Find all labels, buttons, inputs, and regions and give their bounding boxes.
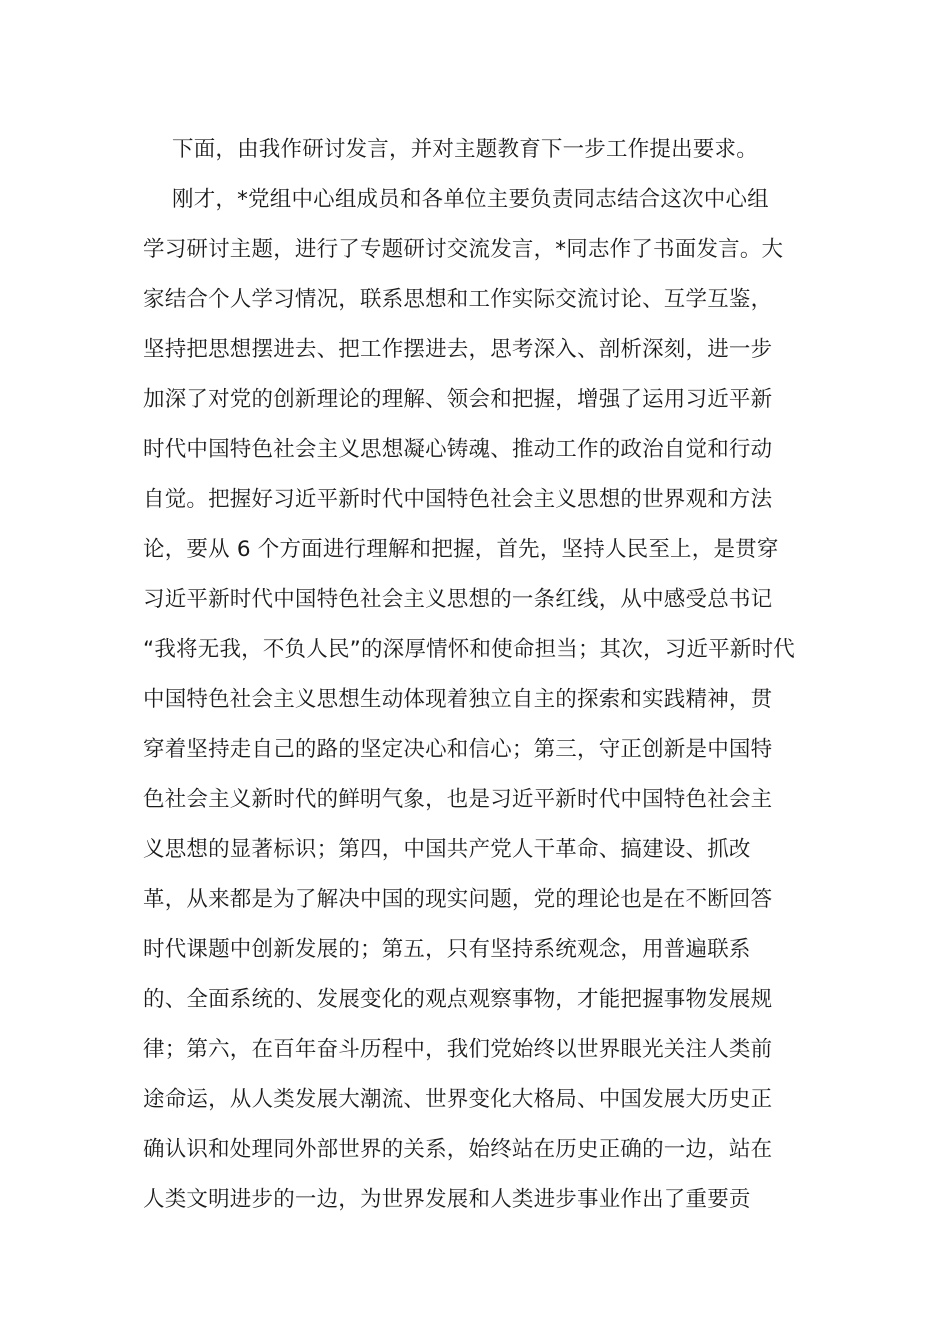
paragraph-line: 时代中国特色社会主义思想凝心铸魂、推动工作的政治自觉和行动 [143, 437, 773, 462]
paragraph-line: 中国特色社会主义思想生动体现着独立自主的探索和实践精神，贯 [143, 687, 773, 712]
paragraph-line: 穿着坚持走自己的路的坚定决心和信心；第三，守正创新是中国特 [143, 737, 773, 762]
paragraph-line: 学习研讨主题，进行了专题研讨交流发言，*同志作了书面发言。大 [143, 237, 784, 262]
paragraph-line: 律；第六，在百年奋斗历程中，我们党始终以世界眼光关注人类前 [143, 1037, 773, 1062]
paragraph-line: 革，从来都是为了解决中国的现实问题，党的理论也是在不断回答 [143, 887, 773, 912]
paragraph-line: 论，要从 6 个方面进行理解和把握，首先，坚持人民至上，是贯穿 [143, 537, 779, 562]
paragraph-line: 刚才，*党组中心组成员和各单位主要负责同志结合这次中心组 [172, 187, 769, 212]
paragraph-line: 坚持把思想摆进去、把工作摆进去，思考深入、剖析深刻，进一步 [143, 337, 773, 362]
paragraph-line: 义思想的显著标识；第四，中国共产党人干革命、搞建设、抓改 [143, 837, 751, 862]
paragraph-line: 人类文明进步的一边，为世界发展和人类进步事业作出了重要贡 [143, 1187, 751, 1212]
paragraph-line: 的、全面系统的、发展变化的观点观察事物，才能把握事物发展规 [143, 987, 773, 1012]
paragraph-line: 习近平新时代中国特色社会主义思想的一条红线，从中感受总书记 [143, 587, 773, 612]
paragraph-line: 时代课题中创新发展的；第五，只有坚持系统观念，用普遍联系 [143, 937, 751, 962]
paragraph-line: 途命运，从人类发展大潮流、世界变化大格局、中国发展大历史正 [143, 1087, 773, 1112]
paragraph-line: 确认识和处理同外部世界的关系，始终站在历史正确的一边，站在 [143, 1137, 773, 1162]
paragraph-line: 家结合个人学习情况，联系思想和工作实际交流讨论、互学互鉴， [143, 287, 773, 312]
paragraph-line: 自觉。把握好习近平新时代中国特色社会主义思想的世界观和方法 [143, 487, 773, 512]
paragraph-line: 下面，由我作研讨发言，并对主题教育下一步工作提出要求。 [172, 137, 758, 162]
paragraph-line: “我将无我，不负人民”的深厚情怀和使命担当；其次，习近平新时代 [143, 637, 795, 662]
paragraph-line: 色社会主义新时代的鲜明气象，也是习近平新时代中国特色社会主 [143, 787, 773, 812]
paragraph-line: 加深了对党的创新理论的理解、领会和把握，增强了运用习近平新 [143, 387, 773, 412]
